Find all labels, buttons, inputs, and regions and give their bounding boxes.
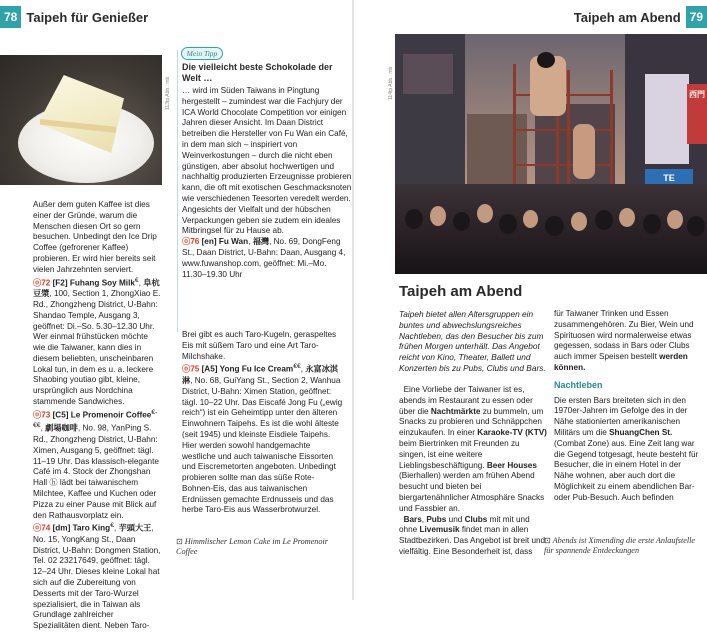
p2-f: mit mit und ohne [399, 514, 530, 535]
entry-74-details: , No. 15, YongKang St., Daan District, U-Bahn: Dongmen Station, Tel. 02 23217649, geöffnet: tägl. 12–24 Uhr. Dieses kleine Lokal hat sich auf die Zubereitung von Desserts mit der Taro-Wurzel spezialisiert, die in Taiwan als Grundlage zahlreicher Spezialitäten dient. Neben Taro- [33, 524, 161, 631]
entry-73-price: €-€€ [33, 408, 158, 430]
tipp-paragraph: … wird im Süden Taiwans in Pingtung hergestellt – zumindest war die Fachjury der ICA World Chocolate Competition vor einigen Jahren dieser Ansicht. Im Daan District betreiben die Hersteller von Fu Wan ein Café, in dem man sich – inspiriert von Weinverkostungen – durch die nicht eben günstigen, aber absolut hochwertigen und nachhaltig produzierten Erzeugnisse probieren kann, die oft mit exotischen Geschmacksnoten wie verschiedenen Teesorten veredelt werden. Angesichts der Vielfalt und der hübschen Verpackungen geben sie zudem ein ideales Mitbringsel für zu Hause ab. [182, 86, 352, 236]
acrobat-side [573, 124, 595, 179]
right-page [354, 0, 707, 600]
crowd-head-3 [499, 214, 517, 234]
crowd-face-4 [571, 212, 587, 231]
p1-e: (Bierhallen) werden am frühen Abend besucht und bieten bei biergartenähnlicher Atmosphäre Snacks und Fassbier an. [399, 471, 545, 513]
acrobat-head [537, 52, 555, 68]
crowd-face-2 [477, 204, 493, 223]
sign-te: TE [663, 173, 675, 183]
left-column-1 [33, 200, 161, 632]
entry-76-name-zh: 福灣 [252, 237, 270, 247]
nightlife-paragraph-1 [399, 385, 547, 515]
column-2-paragraph-2 [554, 396, 702, 504]
tipp-rule [177, 50, 178, 332]
entry-76: ⓞ76 [en] Fu Wan, 福灣, No. 69, DongFeng St., Daan District, U-Bahn: Daan, Ausgang 4, www.fuwanshop.com, geöffnet: Mi.–Mo. 11.30–19.30 Uhr [182, 237, 346, 279]
entry-72-price: € [134, 276, 139, 284]
entry-73-name: [C5] Le Promenoir Coffee [52, 410, 152, 420]
column-2-paragraph-1 [554, 309, 702, 374]
tipp-body [182, 86, 352, 280]
ladder-rung-3 [513, 164, 613, 166]
p1-nachtmaerkte: Nachtmärkte [430, 406, 481, 416]
p2-h: findet man in allen Stadtbezirken. Das Angebot ist breit und vielfältig. Eine Besonderheit ist, dass [399, 525, 546, 556]
nachtleben-subhead [554, 380, 702, 392]
p2-livemusik: Livemusik [419, 525, 460, 535]
p2-d: und [446, 514, 465, 524]
entry-75: ⓞ75 [A5] Yong Fu Ice Cream€€, 永富冰淇淋, No. 68, GuiYang St., Section 2, Wanhua District, U-Bahn: Ximen Station, geöffnet: tägl. 10–22 Uhr. Das Eiscafé Jong Fu („ewig reich“) ist ein Geheimtipp unter den älteren Einwohnern Taipehs. Es ist die wohl älteste (seit 1945) und kleinste Eisdiele Taipehs. Hier werden sowohl handgemachte westliche und auch taiwanische Eissorten und Eiscremetorten angeboten. Unbedingt probieren sollte man das süße Rote-Bohnen-Eis, das aus taiwanischen Erdnüssen gemachte Erdnusseis und das herbe Taro-Eis aus Wasserbrotwurzel. [182, 363, 343, 515]
p1-ktv: Karaoke-TV (KTV) [477, 428, 547, 438]
nightlife-paragraph-2 [399, 515, 547, 558]
c2p2-shuangchen: ShuangChen St. [609, 427, 673, 437]
crowd-head-2 [453, 212, 470, 231]
right-header [569, 6, 707, 28]
caption-mark-right: ⊡ [544, 536, 551, 545]
entry-76-details: , No. 69, DongFeng St., Daan District, U-Bahn: Daan, Ausgang 4, www.fuwanshop.com, geöffnet: Mi.–Mo. 11.30–19.30 Uhr [182, 237, 346, 279]
p2-b: , [421, 514, 427, 524]
entry-74-name-zh: 芋頭大王 [118, 524, 152, 534]
taro-continuation: Brei gibt es auch Taro-Kugeln, geraspeltes Eis mit süßem Taro und eine Art Taro-Milchshake. [182, 330, 337, 361]
crowd-head-1 [405, 209, 423, 229]
street-caption-text: Abends ist Ximending die erste Anlaufstelle für spannende Entdeckungen [544, 536, 696, 555]
crowd-face-1 [430, 206, 446, 226]
left-header [0, 6, 153, 28]
p1-c: zu bummeln, um Snacks zu probieren und Schnäppchen einzukaufen. In einer [399, 406, 544, 438]
crowd-head-6 [643, 214, 661, 234]
marker-76: ⓞ76 [182, 237, 200, 247]
p1-d: beim Biertrinken mit Freunden zu singen, ist eine weitere Lieblingsbeschäftigung. [399, 438, 520, 470]
photo-credit-right: 114tp Abb.: mb [388, 66, 394, 100]
entry-74-price: € [110, 522, 114, 530]
entry-75-name-zh: 永富冰淇淋 [182, 365, 339, 385]
cake-caption [176, 537, 346, 557]
entry-75-price: €€ [293, 363, 301, 371]
marker-74: ⓞ74 [33, 524, 51, 534]
entry-75-details: , No. 68, GuiYang St., Section 2, Wanhua District, U-Bahn: Ximen Station, geöffnet: tägl. 10–22 Uhr. Das Eiscafé Jong Fu („ewig reich“) ist ein Geheimtipp unter den älteren Einwohnern Taipehs. Es ist die wohl älteste (seit 1945) und kleinste Eisdiele Taipehs. Hier werden sowohl handgemachte westliche und auch taiwanische Eissorten und Eiscremetorten angeboten. Unbedingt probieren sollte man das süße Rote-Bohnen-Eis, das aus taiwanischen Erdnüssen gemachte Erdnusseis und das herbe Taro-Eis aus Wasserbrotwurzel. [182, 375, 343, 515]
entry-72-name-zh: 阜杭豆漿 [33, 278, 160, 299]
page-number-left: 78 [0, 6, 21, 28]
c2p1-b: werden können. [554, 352, 688, 372]
crowd-head-4 [545, 216, 564, 236]
street-caption [544, 536, 702, 556]
nachtleben-subhead-text: Nachtleben [554, 379, 603, 390]
ladder-rung-2 [513, 129, 613, 131]
p1-beer-houses: Beer Houses [486, 460, 537, 470]
crowd-head-5 [595, 210, 613, 230]
entry-75-name: [A5] Yong Fu Ice Cream [201, 365, 294, 375]
building-window-left [403, 54, 453, 94]
crowd-face-6 [667, 210, 683, 229]
p1-a: Eine Vorliebe der Taiwaner ist es, abends im Restaurant zu essen oder über die [399, 385, 533, 416]
lemon-cake-photo [0, 55, 162, 185]
header-title-left: Taipeh für Genießer [26, 9, 149, 25]
tipp-title [182, 62, 352, 84]
section-title: Taipeh am Abend [399, 283, 523, 300]
right-column-1 [399, 385, 547, 558]
p2-bars: Bars [403, 514, 422, 524]
marker-73: ⓞ73 [33, 410, 51, 420]
ximending-street-photo [395, 34, 707, 274]
header-title-right: Taipeh am Abend [573, 9, 681, 25]
cake-caption-text: Himmlischer Lemon Cake im Le Promenoir Coffee [176, 537, 328, 556]
entry-73: ⓞ73 [C5] Le Promenoir Coffee€-€€, 劇場咖啡, No. 98, YanPing S. Rd., Zhongzheng District, U-Bahn: Ximen, Ausgang 5, geöffnet: tägl. 11–19 Uhr. Das klassisch-elegante Café im 4. Stock der Zhongshan Hall ⓗ lädt bei taiwanischem Milchtee, Kaffee und Kuchen oder Pizza zu einer Pause mit Blick auf den Rathausvorplatz ein. [33, 408, 159, 520]
left-page [0, 0, 353, 631]
entry-72: ⓞ72 [F2] Fuhang Soy Milk€, 阜杭豆漿, 100, Section 1, ZhongXiao E. Rd., Zhongzheng District, U-Bahn: Shandao Temple, Ausgang 3, geöffnet: Di.–So. 5.30–12.30 Uhr. Wer einmal frühstücken möchte wie die Taiwaner, kann dies in diesem beliebten, unscheinbaren Lokal tun, in dem es u. a. leckere Shaobing youtiao gibt, kleine, ursprünglich aus Nordchina stammende Sandwiches. [33, 276, 161, 407]
marker-75: ⓞ75 [182, 365, 200, 375]
entry-74-name: [dm] Taro King [52, 524, 111, 534]
entry-72-details: , 100, Section 1, ZhongXiao E. Rd., Zhongzheng District, U-Bahn: Shandao Temple, Ausgang 3, geöffnet: Di.–So. 5.30–12.30 Uhr. Wer einmal frühstücken möchte wie die Taiwaner, kann dies in diesem beliebten, unscheinbaren Lokal tun, in dem es u. a. leckere Shaobing youtiao gibt, kleine, ursprünglich aus Nordchina stammende Sandwiches. [33, 289, 161, 407]
c2p1-a: für Taiwaner Trinken und Essen zusammengehören. Zu Bier, Wein und Spirituosen wird normalerweise etwas gegessen, sodass in Bars oder Clubs auch immer Speisen bestellt [554, 309, 694, 362]
page-number-right: 79 [686, 6, 707, 28]
intro-paragraph: Außer dem guten Kaffee ist dies einer der Gründe, warum die Menschen diesen Ort so gern besuchen. Unbedingt den Ice Drip Coffee (gefrorener Kaffee) probieren. Er wird hier bereits seit vielen Jahrzehnten serviert. [33, 200, 157, 274]
entry-73-name-zh: 劇場咖啡 [45, 424, 78, 434]
mein-tipp-badge: Mein Tipp [181, 47, 223, 60]
p2-pubs: Pubs [426, 514, 447, 524]
caption-mark-left: ⊡ [176, 537, 183, 546]
entry-76-name: [en] Fu Wan [201, 237, 249, 247]
crowd-face-3 [523, 210, 538, 228]
tipp-title-text: Die vielleicht beste Schokolade der Welt … [182, 62, 333, 83]
crowd-face-5 [619, 208, 635, 227]
intro-italic: Taipeh bietet allen Altersgruppen ein buntes und abwechslungsreiches Nachtleben, das den Besucher bis zum frühen Morgen unterhält. Das Angebot reicht von Kino, Theater, Ballett und Konzerten bis zu Pubs, Clubs und Bars. [399, 309, 546, 373]
entry-72-name: [F2] Fuhang Soy Milk [52, 278, 135, 288]
c2p2-c: (Combat Zone) aus. Eine Zeit lang war die Gegend totgesagt, heute besteht für Besucher, die in einem Hotel in der Nähe wohnen, aber auch dort die Möglichkeit zu einem abendlichen Bar- oder Pub-Besuch. Auch befinden [554, 438, 699, 502]
p2-clubs: Clubs [464, 514, 488, 524]
entry-73-details: , No. 98, YanPing S. Rd., Zhongzheng District, U-Bahn: Ximen, Ausgang 5, geöffnet: tägl. 11–19 Uhr. Das klassisch-elegante Café im 4. Stock der Zhongshan Hall ⓗ lädt bei taiwanischem Milchtee, Kaffee und Kuchen oder Pizza zu einer Pause mit Blick auf den Rathausvorplatz ein. [33, 424, 159, 520]
sign-chinese: 西門 [689, 90, 705, 99]
photo-credit-left: 113tp Abb.: mb [165, 76, 171, 110]
billboard-right [645, 74, 689, 164]
entry-74: ⓞ74 [dm] Taro King€, 芋頭大王, No. 15, YongKang St., Daan District, U-Bahn: Dongmen Station, Tel. 02 23217649, geöffnet: tägl. 12–24 Uhr. Dieses kleine Lokal hat sich auf die Zubereitung von Desserts mit der Taro-Wurzel spezialisiert, die in Taiwan als Grundlage zahlreicher Spezialitäten dient. Neben Taro- [33, 522, 161, 631]
crowd-head-7 [687, 216, 705, 236]
c2p2-a: Die ersten Bars breiteten sich in den 1970er-Jahren im Gefolge des in der Nähe stationierten amerikanischen Militärs um die [554, 395, 688, 437]
left-column-2 [182, 330, 344, 516]
right-column-2 [554, 309, 702, 504]
marker-72: ⓞ72 [33, 278, 51, 288]
